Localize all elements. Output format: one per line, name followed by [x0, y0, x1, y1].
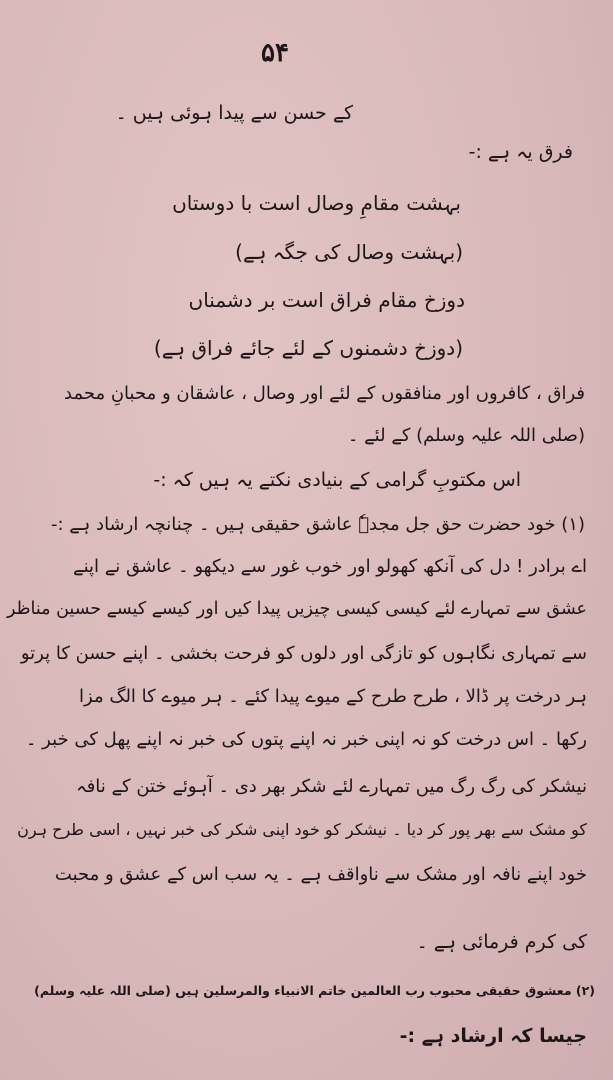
text-line: عشق سے تمہارے لئے کیسی کیسی چیزیں پیدا کیں اور کیسے کیسے حسین مناظر [6, 599, 587, 619]
text-line: جیسا کہ ارشاد ہے :- [399, 1025, 587, 1047]
text-line: کی کرم فرمائی ہے ۔ [416, 931, 587, 953]
verse-translation-line: (بہشت وصال کی جگہ ہے) [235, 240, 463, 264]
verse-translation-line: (دوزخ دشمنوں کے لئے جائے فراق ہے) [153, 336, 463, 360]
numbered-point: (۲) معشوق حقیقی محبوب رب العالمین خاتم الانبیاء والمرسلین ہیں (صلی اللہ علیہ وسلم) [34, 983, 595, 998]
text-line: ہر درخت پر ڈالا ، طرح طرح کے میوے پیدا کئے ۔ ہر میوے کا الگ مزا [79, 686, 587, 707]
section-heading: فرق یہ ہے :- [468, 141, 573, 163]
persian-verse-line: دوزخ مقام فراق است بر دشمناں [188, 288, 465, 312]
text-line: اے برادر ! دل کی آنکھ کھولو اور خوب غور سے دیکھو ۔ عاشق نے اپنے [73, 556, 587, 577]
text-line: فراق ، کافروں اور منافقوں کے لئے اور وصال ، عاشقان و محبانِ محمد [64, 383, 585, 404]
text-line: نیشکر کی رگ رگ میں تمہارے لئے شکر بھر دی ۔ آہوئے ختن کے نافہ [76, 776, 587, 797]
text-line: (صلی اللہ علیہ وسلم) کے لئے ۔ [347, 425, 585, 446]
page-number: ۵۴ [261, 38, 289, 68]
numbered-point: (۱) خود حضرت حق جل مجدہٗ عاشق حقیقی ہیں ۔ چنانچہ ارشاد ہے :- [50, 514, 585, 535]
text-line: خود اپنے نافہ اور مشک سے ناواقف ہے ۔ یہ سب اس کے عشق و محبت [54, 864, 587, 885]
text-line: سے تمہاری نگاہوں کو تازگی اور دلوں کو فرحت بخشی ۔ اپنے حسن کا پرتو [20, 643, 587, 664]
text-line: کے حسن سے پیدا ہوئی ہیں ۔ [115, 102, 353, 124]
text-line: رکھا ۔ اس درخت کو نہ اپنی خبر نہ اپنے پتوں کی خبر نہ اپنے پھل کی خبر ۔ [25, 729, 587, 750]
persian-verse-line: بہشت مقامِ وصال است با دوستاں [172, 191, 461, 215]
text-line: کو مشک سے بھر پور کر دیا ۔ نیشکر کو خود اپنی شکر کی خبر نہیں ، اسی طرح ہرن [17, 820, 587, 839]
text-line: اس مکتوبِ گرامی کے بنیادی نکتے یہ ہیں کہ :- [153, 469, 521, 491]
